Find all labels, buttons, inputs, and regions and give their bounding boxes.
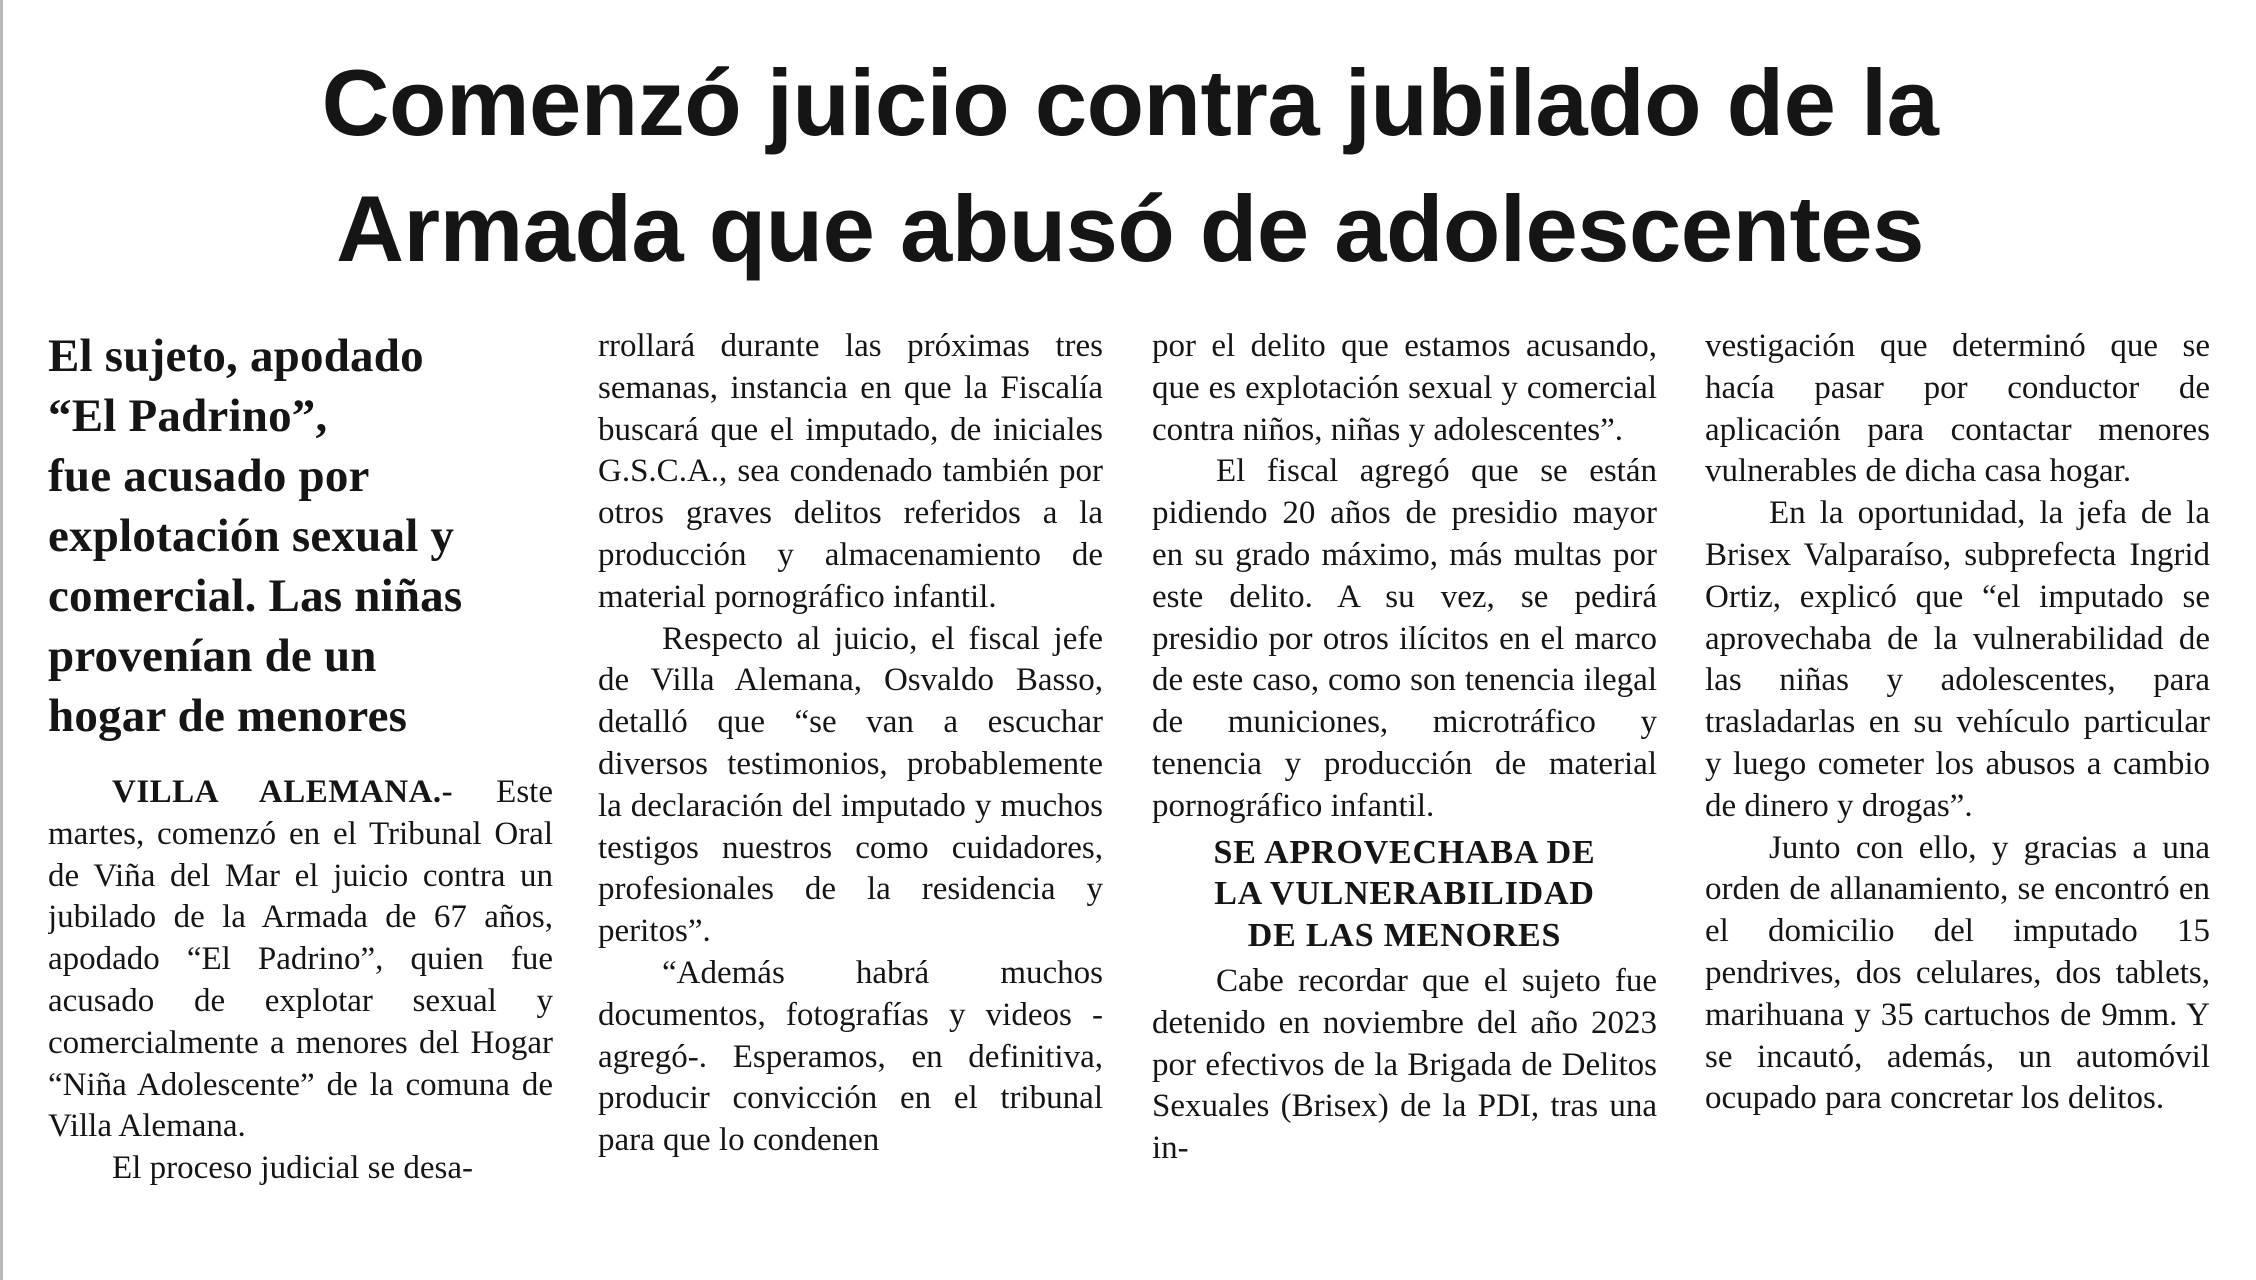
headline-line: Armada que abusó de adolescentes	[336, 176, 1924, 281]
deck-line: provenían de un	[48, 630, 377, 682]
deck-line: “El Padrino”,	[48, 390, 328, 442]
deck-line: fue acusado por	[48, 450, 370, 502]
deck-line: El sujeto, apodado	[48, 330, 424, 382]
body-paragraph-continued: por el delito que estamos acusando, que es explotación sexual y comercial contra niños, niñas y adolescentes”.	[1152, 328, 1657, 448]
headline	[150, 40, 2110, 292]
dateline: VILLA ALEMANA.-	[112, 774, 454, 810]
column-4	[1705, 326, 2210, 1256]
paragraph-text: Este martes, comenzó en el Tribunal Oral de Viña del Mar el juicio contra un jubilado de la Armada de 67 años, apodado “El Padrino”, quien fue acusado de explotar sexual y comercialmente a menores del Hogar “Niña Adolescente” de la comuna de Villa Alemana.	[48, 774, 553, 1145]
subheading-line: SE APROVECHABA DE	[1213, 833, 1596, 871]
subheading	[1152, 832, 1657, 957]
body-paragraph: En la oportunidad, la jefa de la Brisex Valparaíso, subprefecta Ingrid Ortiz, explicó que “el imputado se aprovechaba de la vulnerabilidad de las niñas y adolescentes, para trasladarlas en su vehículo particular y luego cometer los abusos a cambio de dinero y drogas”.	[1705, 495, 2210, 824]
deck-line: explotación sexual y	[48, 510, 455, 562]
deck-line: comercial. Las niñas	[48, 570, 463, 622]
column-1	[48, 326, 553, 1256]
body-paragraph-continued: vestigación que determinó que se hacía pasar por conductor de aplicación para contactar menores vulnerables de dicha casa hogar.	[1705, 328, 2210, 490]
deck-line: hogar de menores	[48, 690, 408, 742]
deck	[48, 326, 553, 746]
body-paragraph: El fiscal agregó que se están pidiendo 20 años de presidio mayor en su grado máximo, más multas por este delito. A su vez, se pedirá presidio por otros ilícitos en el marco de este caso, como son tenencia ilegal de municiones, microtráfico y tenencia y producción de material pornográfico infantil.	[1152, 453, 1657, 824]
body-paragraph: Junto con ello, y gracias a una orden de allanamiento, se encontró en el domicilio del imputado 15 pendrives, dos celulares, dos tablets, marihuana y 35 cartuchos de 9mm. Y se incautó, además, un automóvil ocupado para concretar los delitos.	[1705, 829, 2210, 1117]
body-paragraph: El proceso judicial se desa-	[112, 1150, 474, 1187]
body-paragraph: “Además habrá muchos documentos, fotografías y videos -agregó-. Esperamos, en definitiva, producir convicción en el tribunal para que lo condenen	[598, 954, 1103, 1159]
body-paragraph: Respecto al juicio, el fiscal jefe de Villa Alemana, Osvaldo Basso, detalló que “se van a escuchar diversos testimonios, probablemente la declaración del imputado y muchos testigos nuestros como cuidadores, profesionales de la residencia y peritos”.	[598, 620, 1103, 950]
subheading-line: DE LAS MENORES	[1247, 917, 1562, 955]
column-3	[1152, 326, 1657, 1256]
page-edge-rule	[0, 0, 3, 1280]
headline-line: Comenzó juicio contra jubilado de la	[321, 50, 1939, 155]
body-paragraph-continued: rrollará durante las próximas tres semanas, instancia en que la Fiscalía buscará que el imputado, de iniciales G.S.C.A., sea condenado también por otros graves delitos referidos a la producción y almacenamiento de material pornográfico infantil.	[598, 328, 1103, 615]
body-paragraph	[48, 772, 553, 1148]
body-paragraph: Cabe recordar que el sujeto fue detenido en noviembre del año 2023 por efectivos de la Brigada de Delitos Sexuales (Brisex) de la PDI, tras una in-	[1152, 962, 1657, 1167]
subheading-line: LA VULNERABILIDAD	[1214, 875, 1595, 913]
column-2	[598, 326, 1103, 1256]
